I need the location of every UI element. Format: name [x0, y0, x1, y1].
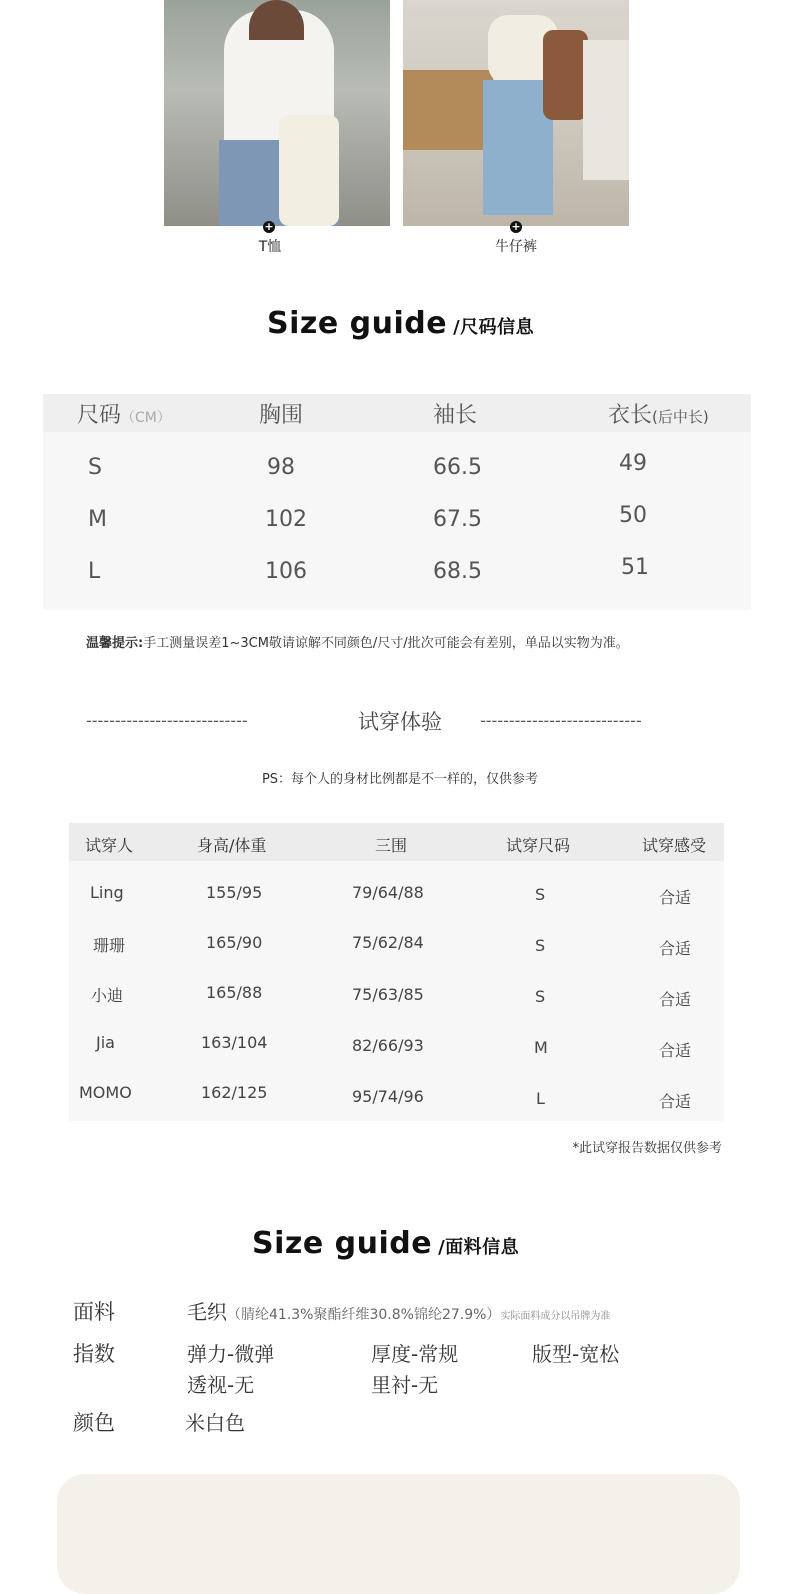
- fit-value: 版型-宽松: [532, 1342, 620, 1366]
- length-cell: 51: [621, 555, 649, 580]
- tried-size-cell: S: [535, 987, 546, 1006]
- tester-cell: 小迪: [91, 986, 124, 1005]
- measurements-cell: 79/64/88: [352, 883, 424, 902]
- tried-size-cell: S: [535, 885, 546, 904]
- color-value: 米白色: [185, 1411, 245, 1435]
- tryon-table-header: [69, 823, 724, 861]
- header-length-note: (后中长): [652, 408, 709, 426]
- size-guide-title-zh: /尺码信息: [453, 317, 535, 338]
- tried-size-cell: S: [535, 936, 546, 955]
- feeling-cell: 合适: [659, 990, 692, 1009]
- header-feeling: 试穿感受: [642, 836, 707, 855]
- thickness-value: 厚度-常规: [371, 1342, 459, 1366]
- height-weight-cell: 155/95: [206, 883, 263, 902]
- size-tip: [86, 632, 629, 651]
- header-measurements: 三围: [375, 836, 408, 855]
- material-value: [187, 1296, 610, 1325]
- measurements-cell: 82/66/93: [352, 1036, 424, 1055]
- tryon-report-note: *此试穿报告数据仅供参考: [572, 1141, 722, 1156]
- tester-cell: Jia: [96, 1033, 115, 1052]
- header-tried-size: 试穿尺码: [506, 836, 571, 855]
- header-size: [77, 398, 171, 429]
- tried-size-cell: L: [536, 1089, 545, 1108]
- index-label: 指数: [73, 1342, 115, 1366]
- tryon-table: [69, 823, 724, 1121]
- size-cell: L: [88, 559, 101, 584]
- product-image-tshirt[interactable]: [164, 0, 390, 226]
- chest-cell: 106: [265, 559, 307, 584]
- length-cell: 50: [619, 503, 647, 528]
- lining-value: 里衬-无: [371, 1373, 439, 1397]
- material-label: 面料: [73, 1300, 115, 1324]
- header-chest: 胸围: [259, 403, 304, 428]
- tried-size-cell: M: [534, 1038, 548, 1057]
- tryon-ps-note: PS：每个人的身材比例都是不一样的，仅供参考: [261, 772, 539, 787]
- measurements-cell: 95/74/96: [352, 1087, 424, 1106]
- tip-text: 手工测量误差1~3CM敬请谅解不同颜色/尺寸/批次可能会有差别，单品以实物为准。: [143, 636, 629, 651]
- header-length: [608, 398, 709, 429]
- material-note: 实际面料成分以吊牌为准: [500, 1311, 611, 1322]
- measurements-cell: 75/62/84: [352, 933, 424, 952]
- fabric-guide-title: [252, 1226, 519, 1261]
- sleeve-cell: 68.5: [433, 559, 482, 584]
- color-label: 颜色: [73, 1411, 115, 1435]
- product-image-jeans[interactable]: [403, 0, 629, 226]
- length-cell: 49: [619, 451, 647, 476]
- divider-left: ----------------------------: [86, 711, 248, 730]
- height-weight-cell: 165/90: [206, 933, 263, 952]
- feeling-cell: 合适: [659, 1041, 692, 1060]
- sleeve-cell: 66.5: [433, 455, 482, 480]
- product-detail-card: [57, 1474, 740, 1594]
- plus-icon[interactable]: +: [264, 220, 274, 233]
- height-weight-cell: 163/104: [201, 1033, 268, 1052]
- plus-icon[interactable]: +: [511, 220, 521, 233]
- size-table: [43, 394, 751, 610]
- header-size-label: 尺码: [77, 403, 122, 428]
- measurements-cell: 75/63/85: [352, 985, 424, 1004]
- chest-cell: 102: [265, 507, 307, 532]
- sheer-value: 透视-无: [187, 1373, 255, 1397]
- height-weight-cell: 165/88: [206, 983, 263, 1002]
- tip-label: 温馨提示:: [86, 636, 144, 651]
- size-cell: M: [88, 507, 107, 532]
- product-caption-tshirt: T恤: [258, 239, 282, 255]
- feeling-cell: 合适: [659, 1092, 692, 1111]
- tester-cell: MOMO: [79, 1083, 132, 1102]
- header-sleeve: 袖长: [433, 403, 478, 428]
- size-cell: S: [88, 455, 102, 480]
- height-weight-cell: 162/125: [201, 1083, 268, 1102]
- size-guide-title: [267, 306, 534, 341]
- size-table-header: [43, 394, 751, 432]
- sleeve-cell: 67.5: [433, 507, 482, 532]
- fabric-guide-title-en: Size guide: [252, 1226, 433, 1261]
- product-caption-jeans: 牛仔裤: [495, 239, 537, 255]
- material-name: 毛织: [187, 1300, 227, 1324]
- header-height-weight: 身高/体重: [197, 836, 267, 855]
- header-unit: （CM）: [121, 410, 171, 426]
- feeling-cell: 合适: [659, 888, 692, 907]
- material-composition: （腈纶41.3%聚酯纤维30.8%锦纶27.9%）: [227, 1307, 501, 1323]
- header-tester: 试穿人: [85, 836, 134, 855]
- divider-right: ----------------------------: [480, 711, 642, 730]
- fabric-guide-title-zh: /面料信息: [438, 1237, 520, 1258]
- tester-cell: 珊珊: [93, 936, 126, 955]
- header-length-label: 衣长: [608, 403, 653, 428]
- elasticity-value: 弹力-微弹: [187, 1342, 275, 1366]
- chest-cell: 98: [267, 455, 295, 480]
- feeling-cell: 合适: [659, 939, 692, 958]
- tryon-title: 试穿体验: [358, 710, 442, 734]
- tester-cell: Ling: [90, 883, 124, 902]
- size-guide-title-en: Size guide: [267, 306, 448, 341]
